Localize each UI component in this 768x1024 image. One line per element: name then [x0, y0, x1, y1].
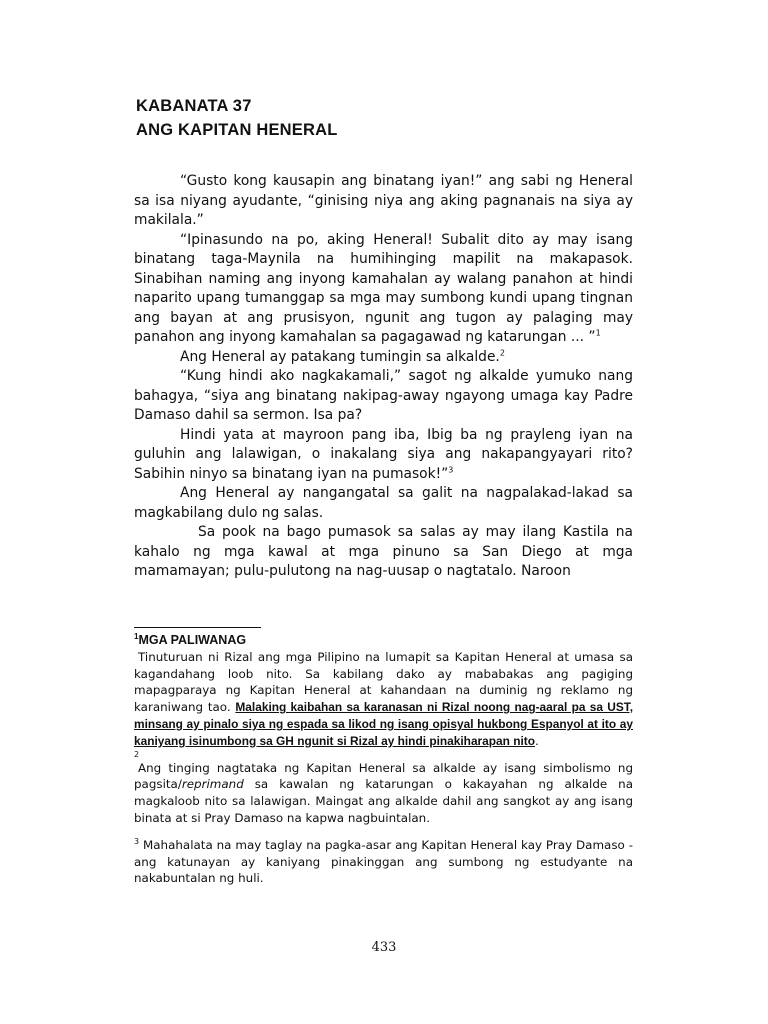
paragraph-4: “Kung hindi ako nagkakamali,” sagot ng alkalde yumuko nang bahagya, “siya ang binatang nakipag-away ngayong umaga kay Padre Damaso dahil sa sermon. Isa pa? [134, 368, 633, 423]
footnote-2-mark: 2 [134, 749, 140, 759]
footnote-ref-1[interactable]: 1 [595, 328, 601, 338]
footnote-2: Ang tinging nagtataka ng Kapitan Heneral sa alkalde ay isang simbolismo ng pagsita/reprimand sa kawalan ng katarungan o kakayahan ng alkalde na magkaloob nito sa lalawigan. Maingat ang alkalde dahil ang sangkot ay ang isang binata at si Pray Damaso na kapwa nagbuintalan. [134, 760, 633, 825]
chapter-body [134, 172, 633, 582]
footnote-ref-3[interactable]: 3 [448, 464, 454, 474]
paragraph-1: “Gusto kong kausapin ang binatang iyan!” ang sabi ng Heneral sa isa niyang ayudante, “ginising niya ang aking pagnanais na siya ay makilala.” [134, 173, 633, 228]
page-number: 433 [371, 940, 397, 955]
footnote-3: $^3$ Mahahalata na may taglay na pagka-asar ang Kapitan Heneral kay Pray Damaso - ang katunayan ay kaniyang pinakinggan ang sumbong ng estudyante na nakabuntalan ng huli. [134, 836, 633, 886]
paragraph-6: Ang Heneral ay nangangatal sa galit na nagpalakad-lakad sa magkabilang dulo ng salas. [134, 485, 633, 521]
paragraph-3: Ang Heneral ay patakang tumingin sa alkalde.$^2$ [180, 347, 505, 365]
footnote-2-italic: reprimand [181, 777, 244, 792]
footnote-1: Tinuturuan ni Rizal ang mga Pilipino na lumapit sa Kapitan Heneral at umasa sa kagandahang loob nito. Sa kabilang dako ay mababakas ang pagiging mapagparaya ng Kapitan Heneral at kahandaan na duminig ng reklamo ng karaniwang tao. Malaking kaibahan sa karanasan ni Rizal noong nag-aaral pa sa UST, minsang ay pinalo siya ng espada sa likod ng isang opisyal hukbong Espanyol at ito ay kaniyang isinumbong sa GH ngunit si Rizal ay hindi pinakiharapan nito. [134, 649, 634, 748]
footnote-gap [134, 827, 633, 837]
footnote-divider [134, 627, 261, 628]
chapter-heading [136, 94, 338, 142]
footnote-heading-mark: 1 [134, 631, 139, 641]
footnotes-heading: $^1$MGA PALIWANAG [134, 631, 247, 647]
paragraph-2: “Ipinasundo na po, aking Heneral! Subalit dito ay may isang binatang taga-Maynila na humihinging mapilit na makapasok. Sinabihan naming ang inyong kamahalan ay walang panahon at hindi naparito upang tumanggap sa mga may sumbong kundi upang tingnan ang bayan at ang prusisyon, ngunit ang tugon ay palaging may panahon ang inyong kamahalan sa pagagawad ng katarungan ... ”$^1$ [134, 231, 633, 345]
footnote-ref-2[interactable]: 2 [499, 347, 505, 357]
paragraph-5: Hindi yata at mayroon pang iba, Ibig ba ng prayleng iyan na guluhin ang lalawigan, o inakalang siya ang nakapangyayari rito? Sabihin ninyo sa binatang iyan na pumasok!”$^3$ [134, 426, 633, 482]
footnote-1-emphasis: Malaking kaibahan sa karanasan ni Rizal noong nag-aaral pa sa UST, minsang ay pinalo siya ng espada sa likod ng isang opisyal hukbong Espanyol at ito ay kaniyang isinumbong sa GH ngunit si Rizal ay hindi pinakiharapan nito [134, 700, 634, 748]
chapter-number: KABANATA 37 [136, 97, 252, 115]
paragraph-7: Sa pook na bago pumasok sa salas ay may ilang Kastila na kahalo ng mga kawal at mga pinuno sa San Diego at mga mamamayan; pulu-pulutong na nag-uusap o nagtatalo. Naroon [134, 524, 633, 579]
footnotes-section [134, 627, 633, 887]
chapter-title: ANG KAPITAN HENERAL [136, 121, 338, 139]
footnote-3-mark: 3 [134, 836, 140, 846]
